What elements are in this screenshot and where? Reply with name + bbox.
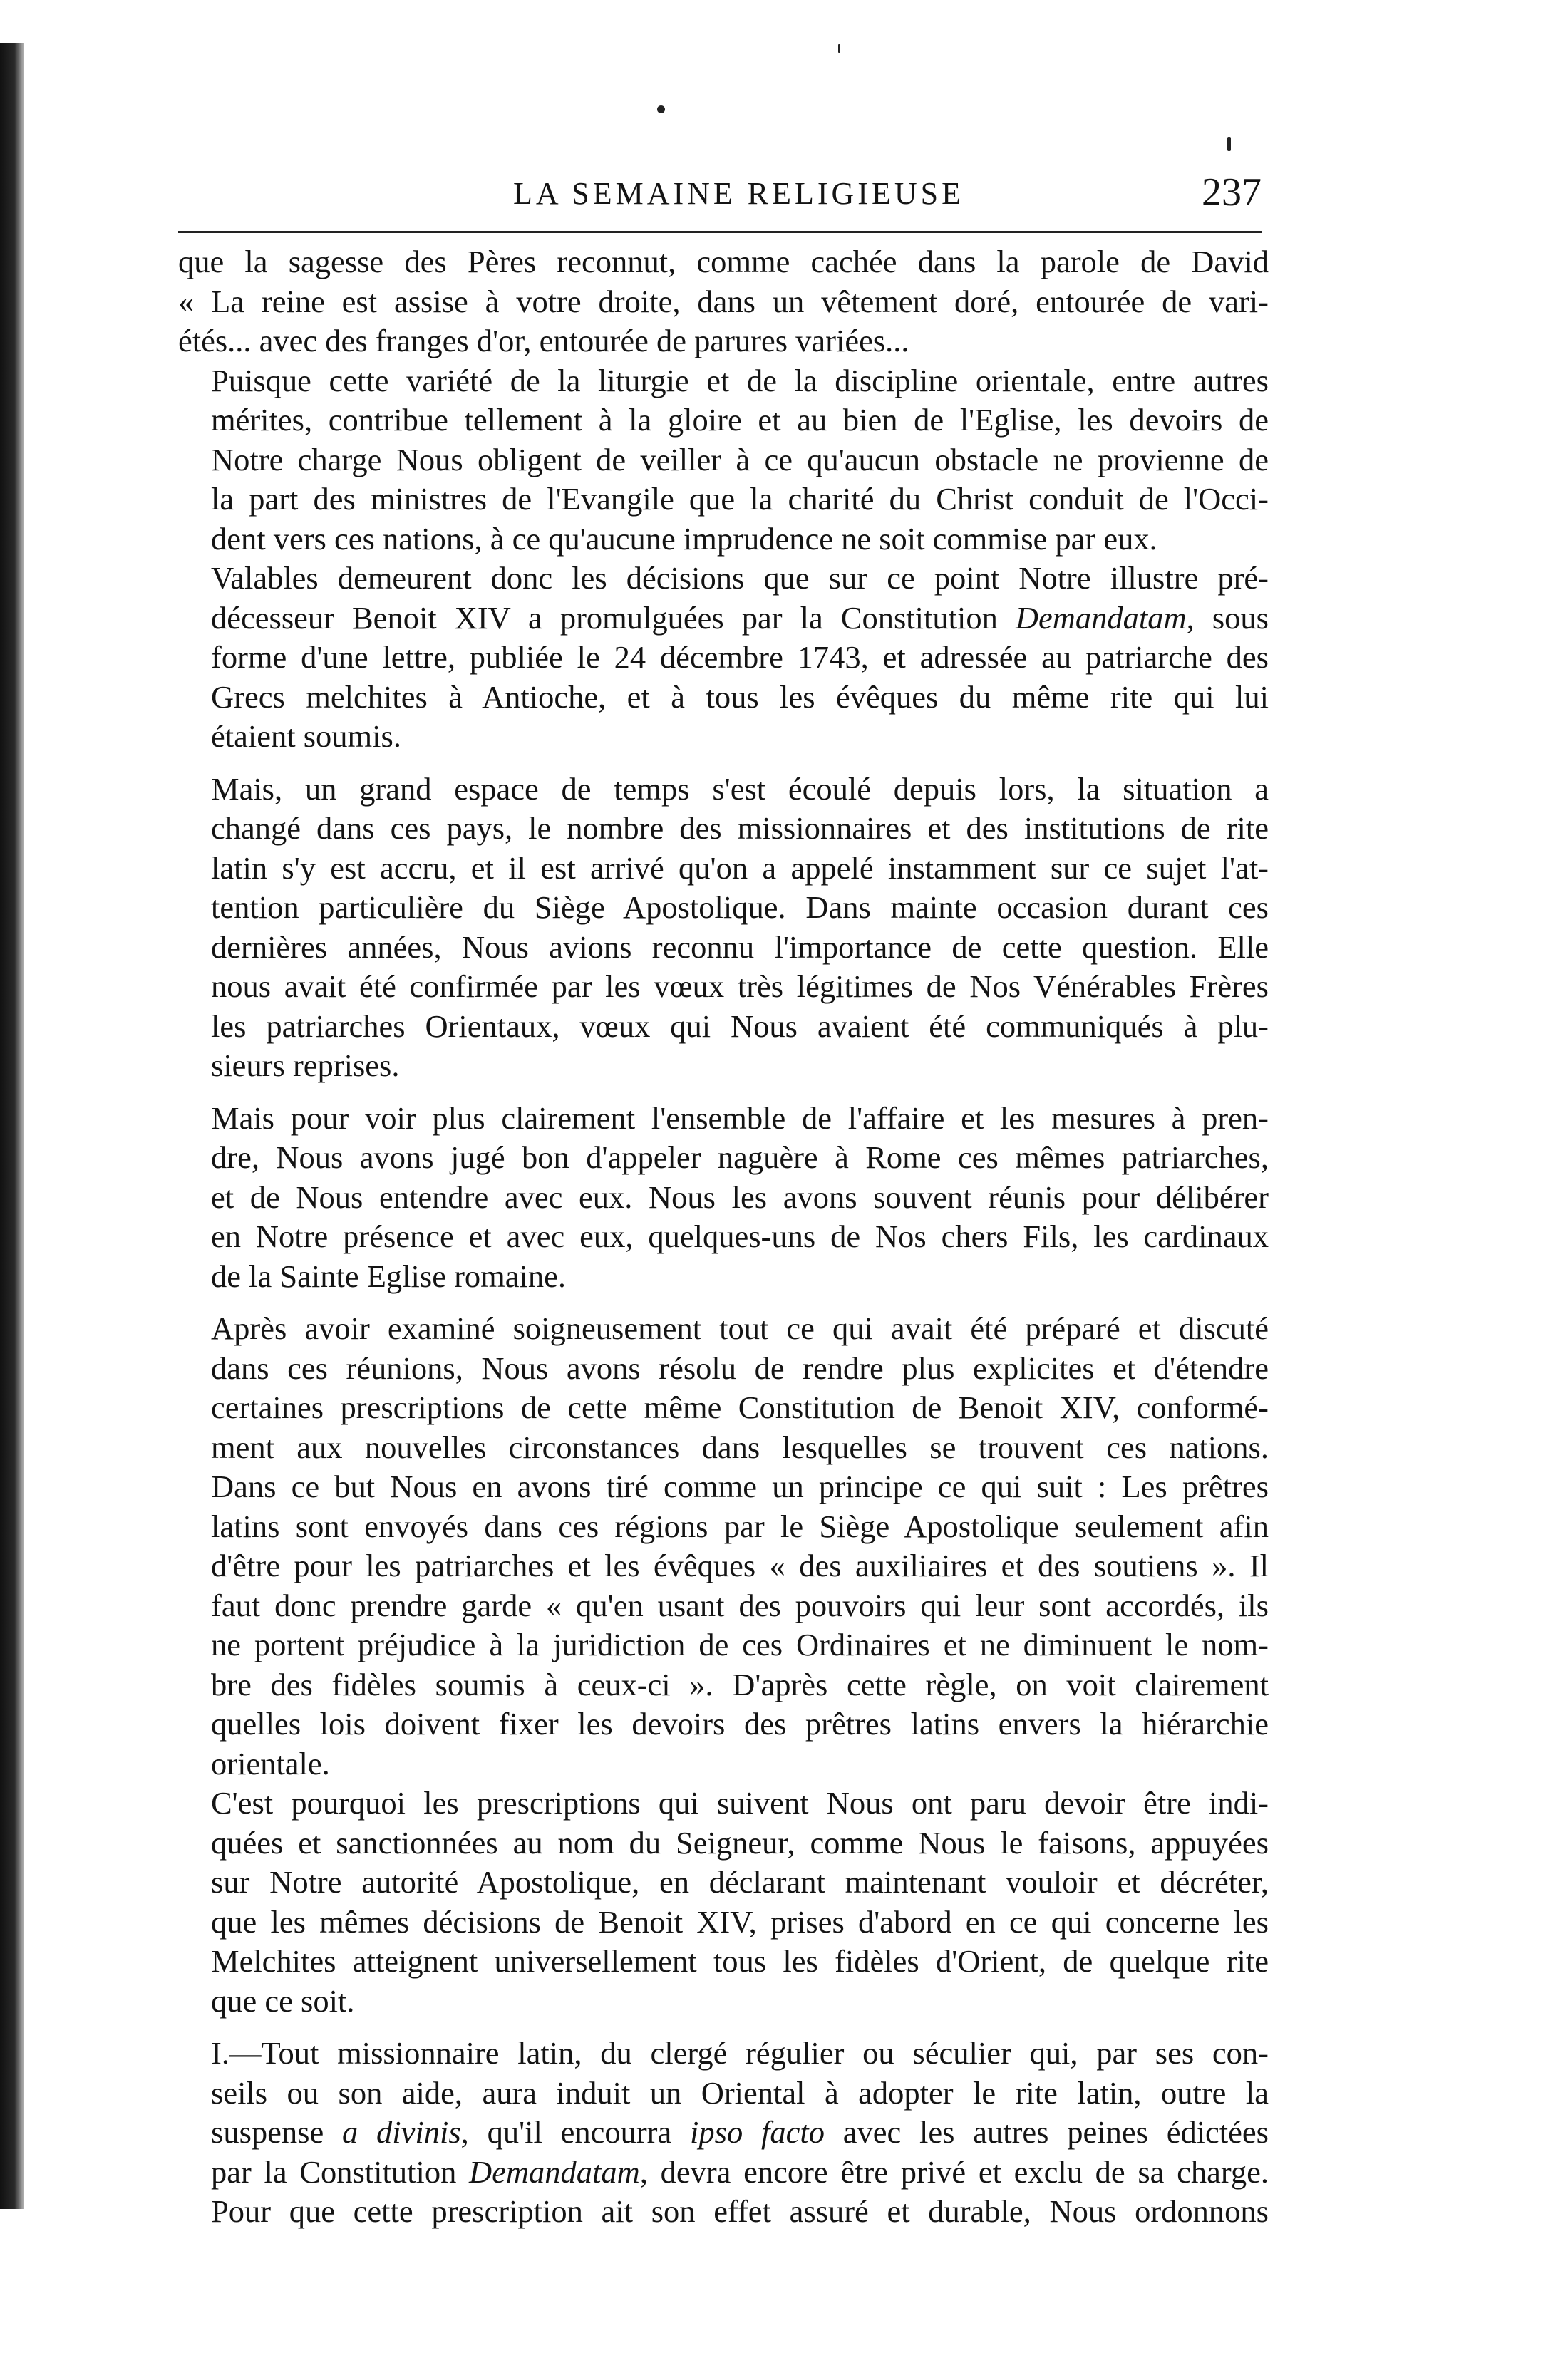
text-line: décesseur Benoit XIV a promulguées par la Constitution Demandatam, sous — [211, 599, 1269, 636]
paragraph — [178, 559, 1269, 757]
header-rule — [178, 231, 1262, 233]
paragraph — [178, 2034, 1269, 2232]
text-line: étés... avec des franges d'or, entourée de parures variées... — [178, 323, 909, 358]
text-line: Melchites atteignent universellement tous les fidèles d'Orient, de quelque rite — [211, 1943, 1269, 1979]
paragraph — [178, 242, 1269, 361]
print-speck — [838, 44, 840, 53]
text-line: Pour que cette prescription ait son effet assuré et durable, Nous ordonnons — [211, 2193, 1269, 2229]
text-line: forme d'une lettre, publiée le 24 décembre 1743, et adressée au patriarche des — [211, 639, 1269, 675]
paragraph — [178, 1099, 1269, 1297]
body-text — [178, 242, 1269, 2232]
print-speck — [1227, 137, 1231, 151]
text-line: la part des ministres de l'Evangile que la charité du Christ conduit de l'Occi- — [211, 481, 1269, 517]
text-line: dre, Nous avons jugé bon d'appeler naguère à Rome ces mêmes patriarches, — [211, 1139, 1269, 1175]
text-line: sur Notre autorité Apostolique, en déclarant maintenant vouloir et décréter, — [211, 1864, 1269, 1900]
page-left-edge-shadow — [0, 43, 24, 2209]
text-line: I.—Tout missionnaire latin, du clergé régulier ou séculier qui, par ses con- — [211, 2035, 1269, 2071]
text-line: par la Constitution Demandatam, devra encore être privé et exclu de sa charge. — [211, 2153, 1269, 2190]
text-line: dent vers ces nations, à ce qu'aucune imprudence ne soit commise par eux. — [211, 520, 1157, 557]
text-line: Puisque cette variété de la liturgie et de la discipline orientale, entre autres — [211, 362, 1269, 398]
text-line: ment aux nouvelles circonstances dans lesquelles se trouvent ces nations. — [211, 1429, 1269, 1465]
text-line: sieurs reprises. — [211, 1047, 400, 1083]
text-line: C'est pourquoi les prescriptions qui suivent Nous ont paru devoir être indi- — [211, 1785, 1269, 1821]
text-line: nous avait été confirmée par les vœux très légitimes de Nos Vénérables Frères — [211, 968, 1269, 1004]
text-line: d'être pour les patriarches et les évêques « des auxiliaires et des soutiens ». Il — [211, 1548, 1269, 1583]
print-speck — [657, 105, 665, 113]
page-number: 237 — [1202, 170, 1262, 214]
text-line: dans ces réunions, Nous avons résolu de rendre plus explicites et d'étendre — [211, 1350, 1269, 1386]
text-line: en Notre présence et avec eux, quelques-uns de Nos chers Fils, les cardinaux — [211, 1219, 1269, 1254]
text-line: de la Sainte Eglise romaine. — [211, 1258, 566, 1294]
text-line: « La reine est assise à votre droite, dans un vêtement doré, entourée de vari- — [178, 283, 1269, 319]
text-line: mérites, contribue tellement à la gloire et au bien de l'Eglise, les devoirs de — [211, 402, 1269, 438]
text-line: changé dans ces pays, le nombre des missionnaires et des institutions de rite — [211, 810, 1269, 846]
text-line: latin s'y est accru, et il est arrivé qu'on a appelé instamment sur ce sujet l'at- — [211, 849, 1269, 886]
paragraph — [178, 1784, 1269, 2021]
text-line: que les mêmes décisions de Benoit XIV, prises d'abord en ce qui concerne les — [211, 1903, 1269, 1940]
text-line: certaines prescriptions de cette même Constitution de Benoit XIV, conformé- — [211, 1390, 1269, 1425]
text-line: que la sagesse des Pères reconnut, comme cachée dans la parole de David — [178, 244, 1269, 279]
running-title: LA SEMAINE RELIGIEUSE — [513, 176, 964, 211]
text-line: quées et sanctionnées au nom du Seigneur, comme Nous le faisons, appuyées — [211, 1824, 1269, 1861]
paragraph — [178, 1309, 1269, 1784]
text-line: Mais pour voir plus clairement l'ensemble de l'affaire et les mesures à pren- — [211, 1100, 1269, 1136]
text-line: faut donc prendre garde « qu'en usant des pouvoirs qui leur sont accordés, ils — [211, 1587, 1269, 1623]
text-line: seils ou son aide, aura induit un Oriental à adopter le rite latin, outre la — [211, 2074, 1269, 2111]
text-line: Dans ce but Nous en avons tiré comme un principe ce qui suit : Les prêtres — [211, 1469, 1269, 1504]
text-line: Grecs melchites à Antioche, et à tous les évêques du même rite qui lui — [211, 678, 1269, 715]
text-line: et de Nous entendre avec eux. Nous les avons souvent réunis pour délibérer — [211, 1179, 1269, 1215]
text-line: latins sont envoyés dans ces régions par le Siège Apostolique seulement afin — [211, 1508, 1269, 1544]
text-line: quelles lois doivent fixer les devoirs des prêtres latins envers la hiérarchie — [211, 1706, 1269, 1742]
text-line: suspense a divinis, qu'il encourra ipso facto avec les autres peines édictées — [211, 2114, 1269, 2150]
text-line: que ce soit. — [211, 1982, 355, 2019]
text-line: ne portent préjudice à la juridiction de ces Ordinaires et ne diminuent le nom- — [211, 1627, 1269, 1662]
text-line: bre des fidèles soumis à ceux-ci ». D'après cette règle, on voit clairement — [211, 1666, 1269, 1702]
paragraph — [178, 361, 1269, 559]
paragraph — [178, 770, 1269, 1086]
page-header — [178, 158, 1262, 229]
text-line: tention particulière du Siège Apostolique. Dans mainte occasion durant ces — [211, 889, 1269, 925]
text-line: Après avoir examiné soigneusement tout ce qui avait été préparé et discuté — [211, 1310, 1269, 1346]
text-line: étaient soumis. — [211, 718, 401, 754]
text-line: Mais, un grand espace de temps s'est écoulé depuis lors, la situation a — [211, 770, 1269, 807]
text-line: Valables demeurent donc les décisions que sur ce point Notre illustre pré- — [211, 560, 1269, 596]
text-line: les patriarches Orientaux, vœux qui Nous avaient été communiqués à plu- — [211, 1008, 1269, 1044]
text-line: orientale. — [211, 1745, 330, 1781]
text-line: Notre charge Nous obligent de veiller à ce qu'aucun obstacle ne provienne de — [211, 441, 1269, 477]
text-line: dernières années, Nous avions reconnu l'importance de cette question. Elle — [211, 928, 1269, 965]
